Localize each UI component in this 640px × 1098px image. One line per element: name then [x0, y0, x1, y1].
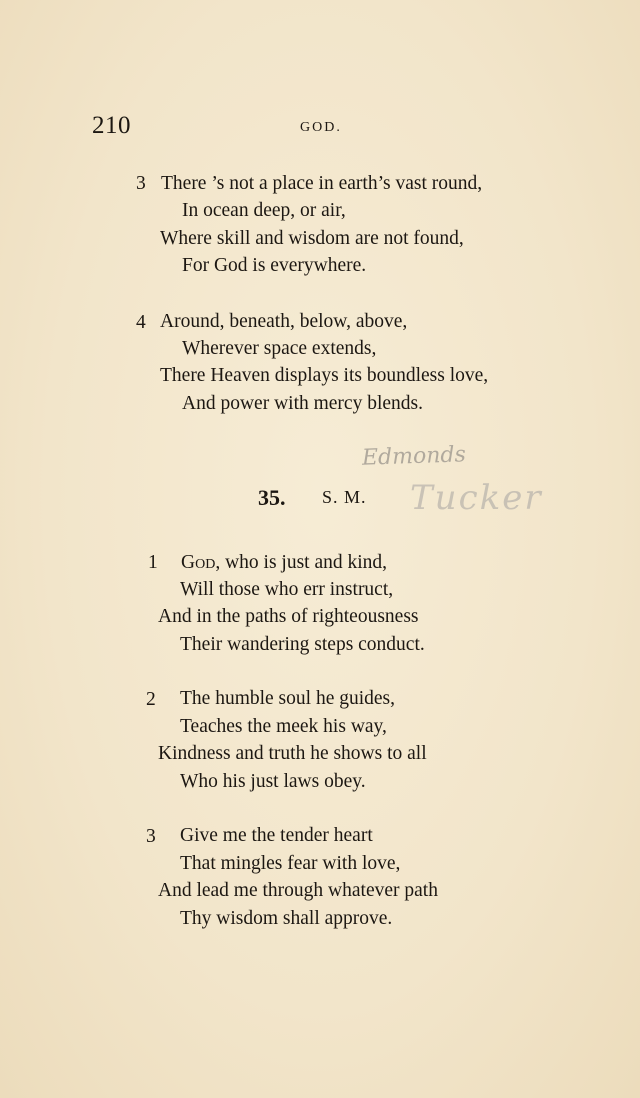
stanza-line: Give me the tender heart — [180, 825, 373, 846]
handwritten-tune-name-faded: Tucker — [410, 478, 543, 518]
stanza-line: There ’s not a place in earth’s vast round, — [161, 173, 483, 194]
stanza-line: The humble soul he guides, — [180, 688, 396, 709]
stanza-line: In ocean deep, or air, — [182, 200, 346, 221]
running-head: GOD. — [300, 120, 342, 135]
stanza-line: Kindness and truth he shows to all — [158, 743, 427, 764]
stanza-line — [181, 553, 387, 573]
stanza-line: And in the paths of righteousness — [158, 606, 419, 627]
stanza-line: Who his just laws obey. — [180, 771, 366, 792]
stanza-line: And lead me through whatever path — [158, 880, 438, 901]
stanza-number: 3 — [146, 826, 156, 847]
stanza-line: Thy wisdom shall approve. — [180, 908, 393, 929]
stanza-number: 1 — [148, 552, 158, 573]
stanza-line: Wherever space extends, — [182, 338, 377, 359]
handwritten-tune-name: Edmonds — [361, 442, 467, 471]
stanza-line: Their wandering steps conduct. — [180, 634, 425, 655]
first-word-small-caps: God — [181, 552, 216, 573]
page-number: 210 — [92, 112, 131, 139]
stanza-number: 3 — [136, 173, 146, 194]
stanza-line: And power with mercy blends. — [182, 393, 423, 414]
stanza-line: That mingles fear with love, — [180, 853, 401, 874]
hymn-meter: S. M. — [322, 487, 367, 507]
stanza-line: Will those who err instruct, — [180, 579, 394, 600]
stanza-number: 2 — [146, 689, 156, 710]
stanza-line: For God is everywhere. — [182, 255, 367, 276]
stanza-line: Around, beneath, below, above, — [160, 311, 408, 332]
stanza-line: Where skill and wisdom are not found, — [160, 228, 464, 249]
hymn-number: 35. — [258, 485, 286, 510]
first-line-rest: , who is just and kind, — [215, 552, 388, 573]
stanza-line: There Heaven displays its boundless love, — [160, 365, 489, 386]
stanza-line: Teaches the meek his way, — [180, 716, 387, 737]
stanza-number: 4 — [136, 312, 146, 333]
